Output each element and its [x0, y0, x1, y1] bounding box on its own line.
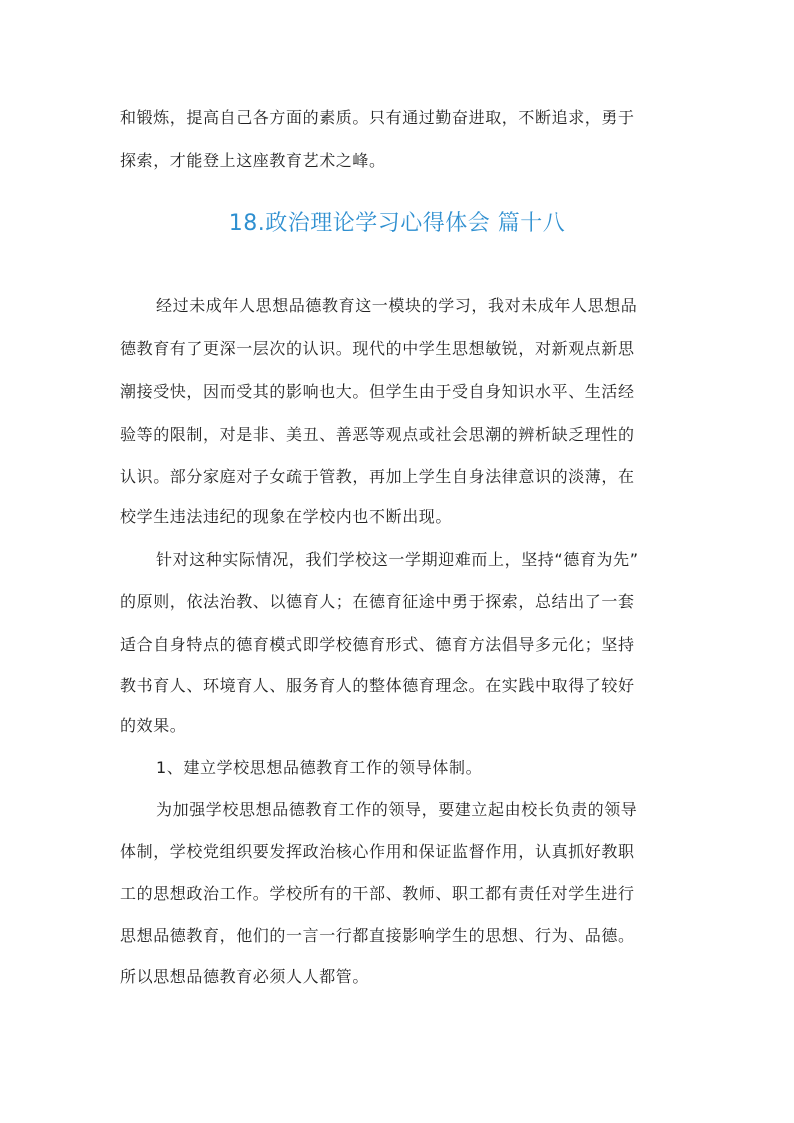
paragraph-line: 经过未成年人思想品德教育这一模块的学习，我对未成年人思想品	[156, 296, 638, 315]
list-item-heading: 1、建立学校思想品德教育工作的领导体制。	[156, 758, 483, 777]
paragraph-line: 针对这种实际情况，我们学校这一学期迎难而上，坚持“德育为先”	[156, 550, 639, 569]
paragraph-line: 教书育人、环境育人、服务育人的整体德育理念。在实践中取得了较好	[120, 676, 635, 695]
paragraph-line: 认识。部分家庭对子女疏于管教，再加上学生自身法律意识的淡薄，在	[120, 467, 635, 486]
paragraph-line: 的效果。	[120, 716, 187, 735]
paragraph-line: 适合自身特点的德育模式即学校德育形式、德育方法倡导多元化；坚持	[120, 635, 635, 654]
text-line: 探索，才能登上这座教育艺术之峰。	[120, 151, 386, 170]
paragraph-line: 所以思想品德教育必须人人都管。	[120, 967, 370, 986]
paragraph-line: 潮接受快，因而受其的影响也大。但学生由于受自身知识水平、生活经	[120, 382, 635, 401]
section-title: 18.政治理论学习心得体会 篇十八	[228, 211, 566, 236]
paragraph-line: 工的思想政治工作。学校所有的干部、教师、职工都有责任对学生进行	[120, 884, 635, 903]
text-line: 和锻炼，提高自己各方面的素质。只有通过勤奋进取，不断追求，勇于	[120, 108, 635, 127]
paragraph-line: 验等的限制，对是非、美丑、善恶等观点或社会思潮的辨析缺乏理性的	[120, 425, 635, 444]
paragraph-line: 思想品德教育，他们的一言一行都直接影响学生的思想、行为、品德。	[120, 926, 635, 945]
paragraph-line: 的原则，依法治教、以德育人；在德育征途中勇于探索，总结出了一套	[120, 592, 635, 611]
paragraph-line: 校学生违法违纪的现象在学校内也不断出现。	[120, 507, 453, 526]
paragraph-line: 德教育有了更深一层次的认识。现代的中学生思想敏锐，对新观点新思	[120, 339, 635, 358]
paragraph-line: 为加强学校思想品德教育工作的领导，要建立起由校长负责的领导	[156, 800, 638, 819]
paragraph-line: 体制，学校党组织要发挥政治核心作用和保证监督作用，认真抓好教职	[120, 842, 635, 861]
